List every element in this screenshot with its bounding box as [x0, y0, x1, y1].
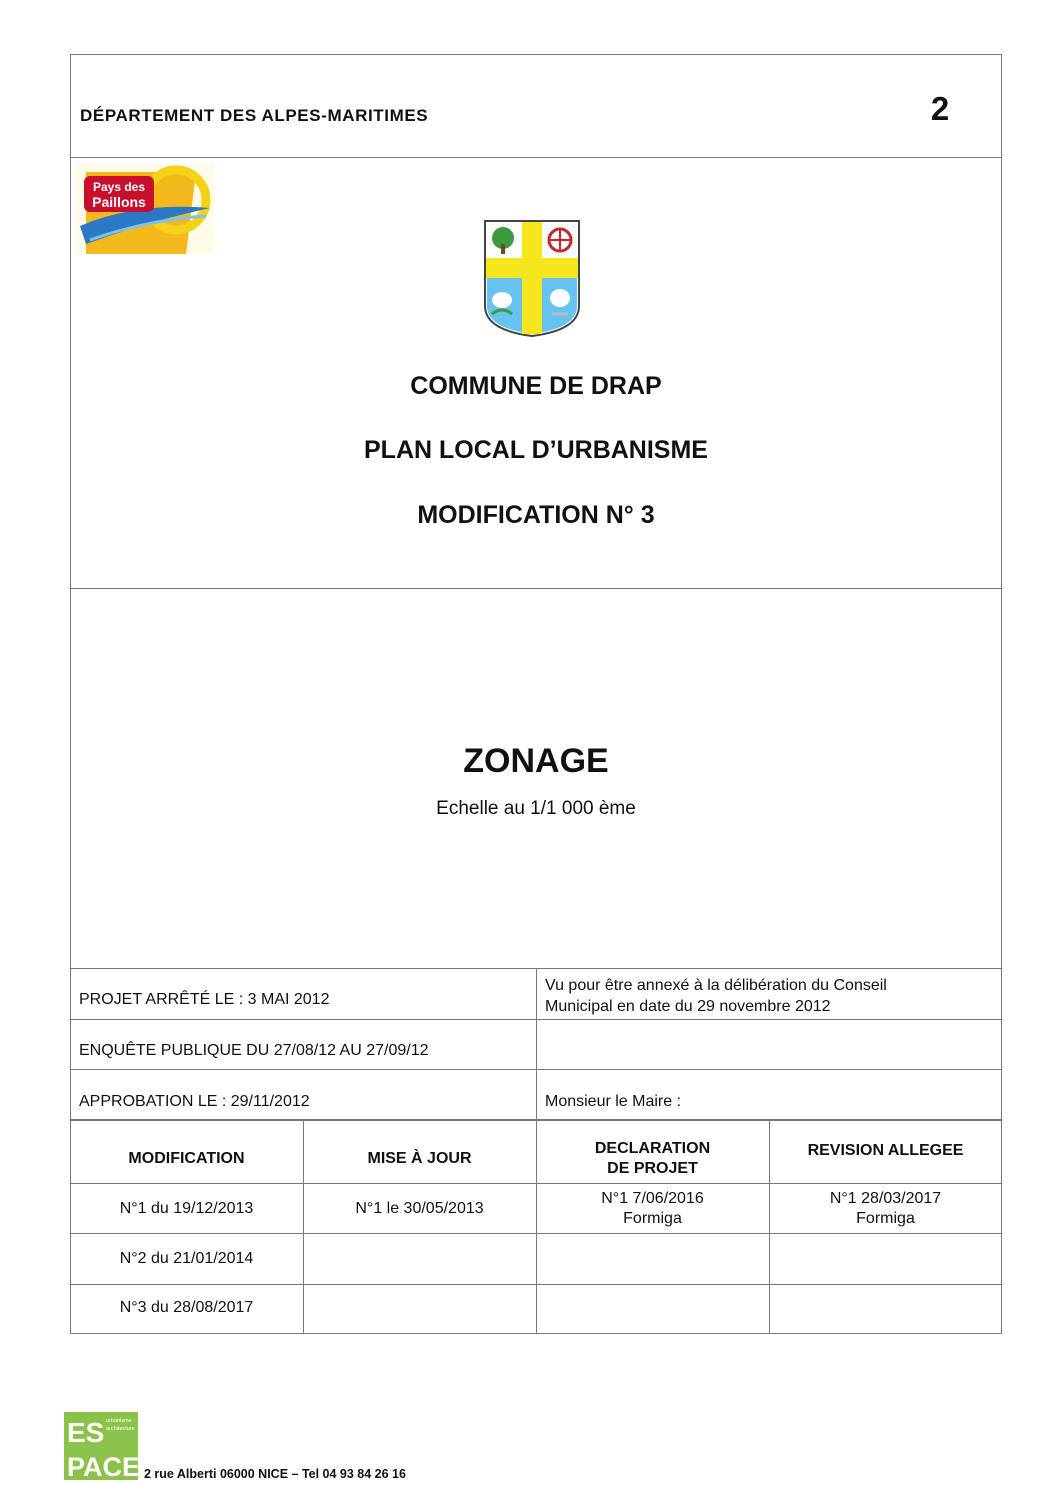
vu-annexe-line1: Vu pour être annexé à la délibération du Conseil [545, 977, 887, 994]
espace-logo-text2: PACE [67, 1452, 138, 1480]
espace-logo-text1: ES [67, 1417, 105, 1448]
divider [70, 588, 1002, 589]
header-revision-allegee: REVISION ALLEGEE [807, 1142, 964, 1159]
espace-logo-small2: architecture [106, 1426, 135, 1432]
table-cell: N°1 le 30/05/2013 [355, 1200, 484, 1217]
coat-of-arms-graphic [482, 218, 582, 338]
modification-title: MODIFICATION N° 3 [417, 501, 655, 529]
table-cell [536, 1189, 769, 1229]
document-name: ZONAGE [463, 742, 609, 780]
espace-logo-small1: urbanisme [106, 1418, 132, 1424]
enquete-publique-label: ENQUÊTE PUBLIQUE DU 27/08/12 AU 27/09/12 [79, 1042, 429, 1059]
espace-logo-graphic [64, 1412, 138, 1480]
table-cell: N°2 du 21/01/2014 [119, 1250, 254, 1267]
plan-title: PLAN LOCAL D’URBANISME [364, 436, 708, 464]
table-cell-line: N°1 7/06/2016 [601, 1190, 704, 1207]
page-number: 2 [930, 90, 950, 127]
scale-label: Echelle au 1/1 000 ème [436, 798, 636, 819]
table-cell-line: Formiga [623, 1210, 682, 1227]
header-mise-a-jour: MISE À JOUR [367, 1150, 472, 1167]
table-cell-line: Formiga [856, 1210, 915, 1227]
approbation-label: APPROBATION LE : 29/11/2012 [79, 1093, 310, 1110]
table-cell-line: N°1 28/03/2017 [829, 1190, 942, 1207]
coat-of-arms [482, 218, 582, 338]
department-title: DÉPARTEMENT DES ALPES-MARITIMES [80, 106, 429, 125]
header-declaration-line1: DECLARATION [594, 1140, 711, 1157]
maire-signature-label: Monsieur le Maire : [545, 1093, 682, 1110]
espace-logo [64, 1412, 138, 1480]
table-cell [769, 1189, 1002, 1229]
pays-des-paillons-logo [76, 164, 214, 254]
header-declaration-line2: DE PROJET [607, 1160, 698, 1177]
divider [536, 968, 537, 1120]
vu-annexe-line2: Municipal en date du 29 novembre 2012 [545, 998, 831, 1015]
header-declaration-projet [536, 1139, 769, 1179]
projet-arrete-label: PROJET ARRÊTÉ LE : 3 MAI 2012 [79, 991, 330, 1008]
pays-logo-line2: Paillons [92, 194, 146, 210]
commune-title: COMMUNE DE DRAP [410, 372, 662, 400]
footer-address: 2 rue Alberti 06000 NICE – Tel 04 93 84 26 16 [144, 1467, 406, 1481]
table-cell: N°1 du 19/12/2013 [119, 1200, 254, 1217]
pays-logo-line1: Pays des [92, 180, 146, 194]
table-cell: N°3 du 28/08/2017 [119, 1299, 254, 1316]
pays-des-paillons-logo-graphic [76, 164, 214, 254]
divider [70, 157, 1002, 158]
vu-annexe-text [545, 975, 887, 1017]
header-modification: MODIFICATION [128, 1150, 245, 1167]
